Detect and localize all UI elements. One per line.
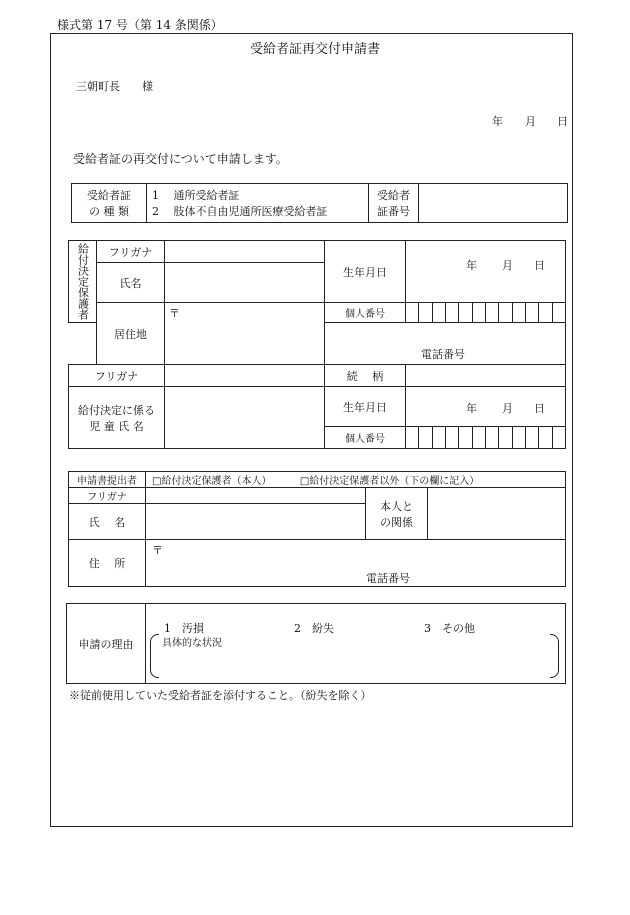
submitter-address-field[interactable]	[146, 540, 566, 587]
guardian-furigana-label: フリガナ	[97, 241, 165, 263]
reason-detail-label: 具体的な状況	[162, 638, 222, 649]
cert-number-label-line1: 受給者	[377, 189, 410, 202]
reason-label: 申請の理由	[67, 604, 146, 684]
reason-bracket-right	[550, 634, 559, 678]
reason-field[interactable]	[146, 604, 566, 684]
cert-number-field[interactable]	[419, 184, 568, 223]
submitter-relation-line2: の関係	[380, 515, 413, 529]
reason-option-1[interactable]: 1 汚損	[164, 622, 204, 635]
child-birth-label: 生年月日	[325, 387, 406, 427]
guardian-address-field[interactable]	[165, 303, 325, 365]
reason-table	[66, 603, 566, 684]
guardian-address-label: 居住地	[97, 303, 165, 365]
cert-type-label-line2: の 種 類	[89, 205, 129, 218]
submitter-relation-field[interactable]	[428, 488, 566, 540]
child-relation-field[interactable]	[406, 365, 566, 387]
child-relation-label: 続 柄	[325, 365, 406, 387]
guardian-birth-year: 年	[466, 259, 477, 272]
date-year: 年	[492, 115, 503, 128]
submitter-options	[146, 472, 566, 488]
submitter-postal-mark: 〒	[152, 544, 163, 557]
child-birth-day: 日	[534, 402, 545, 415]
child-personal-number-label: 個人番号	[325, 427, 406, 449]
cert-number-label-line2: 証番号	[377, 205, 410, 218]
cert-type-label	[72, 184, 147, 223]
submitter-name-field[interactable]	[146, 504, 366, 540]
child-birth-field[interactable]	[406, 387, 566, 427]
child-furigana-label: フリガナ	[69, 365, 165, 387]
guardian-furigana-field[interactable]	[165, 241, 325, 263]
guardian-birth-day: 日	[534, 259, 545, 272]
cert-option-1: 1 通所受給者証	[152, 189, 240, 202]
cert-type-table	[71, 183, 568, 223]
addressee: 三朝町長 様	[76, 80, 153, 93]
guardian-postal-mark: 〒	[169, 307, 180, 320]
guardian-section-text: 給付決定保護者	[76, 243, 90, 320]
guardian-phone-label: 電話番号	[421, 348, 465, 361]
guardian-personal-number-boxes[interactable]	[406, 303, 566, 323]
cert-option-2: 2 肢体不自由児通所医療受給者証	[152, 205, 328, 218]
form-number: 様式第 17 号（第 14 条関係）	[57, 18, 223, 32]
footnote: ※従前使用していた受給者証を添付すること。（紛失を除く）	[69, 689, 372, 702]
date-month: 月	[525, 115, 536, 128]
submitter-furigana-field[interactable]	[146, 488, 366, 504]
submitter-check-self[interactable]: □給付決定保護者（本人）	[152, 476, 272, 487]
child-furigana-field[interactable]	[165, 365, 325, 387]
reason-bracket-left	[150, 634, 159, 678]
reason-option-3[interactable]: 3 その他	[424, 622, 475, 635]
child-label-line2: 児 童 氏 名	[89, 419, 144, 433]
submitter-table	[68, 471, 566, 587]
submitter-name-label: 氏 名	[69, 504, 146, 540]
guardian-name-label: 氏名	[97, 263, 165, 303]
form-title: 受給者証再交付申請書	[249, 42, 380, 57]
intro-text: 受給者証の再交付について申請します。	[73, 152, 288, 166]
submitter-furigana-label: フリガナ	[69, 488, 146, 504]
child-birth-month: 月	[502, 402, 513, 415]
cert-type-options	[147, 184, 369, 223]
child-name-label	[69, 387, 165, 449]
cert-number-label	[369, 184, 419, 223]
guardian-address-cont[interactable]	[325, 323, 566, 365]
guardian-section-label	[69, 241, 97, 323]
child-label-line1: 給付決定に係る	[78, 403, 155, 417]
date-day: 日	[557, 115, 568, 128]
submitter-check-other[interactable]: □給付決定保護者以外（下の欄に記入）	[299, 476, 480, 487]
submitter-label: 申請書提出者	[69, 472, 146, 488]
submitter-address-label: 住 所	[69, 540, 146, 587]
child-birth-year: 年	[466, 402, 477, 415]
guardian-name-field[interactable]	[165, 263, 325, 303]
submitter-phone-label: 電話番号	[366, 572, 410, 585]
submitter-relation-label	[366, 488, 428, 540]
submitter-relation-line1: 本人と	[380, 499, 413, 513]
cert-type-label-line1: 受給者証	[87, 189, 131, 202]
guardian-table	[68, 240, 566, 449]
child-name-field[interactable]	[165, 387, 325, 449]
guardian-birth-label: 生年月日	[325, 241, 406, 303]
guardian-birth-month: 月	[502, 259, 513, 272]
child-personal-number-boxes[interactable]	[406, 427, 566, 449]
reason-option-2[interactable]: 2 紛失	[294, 622, 334, 635]
guardian-birth-field[interactable]	[406, 241, 566, 303]
guardian-personal-number-label: 個人番号	[325, 303, 406, 323]
